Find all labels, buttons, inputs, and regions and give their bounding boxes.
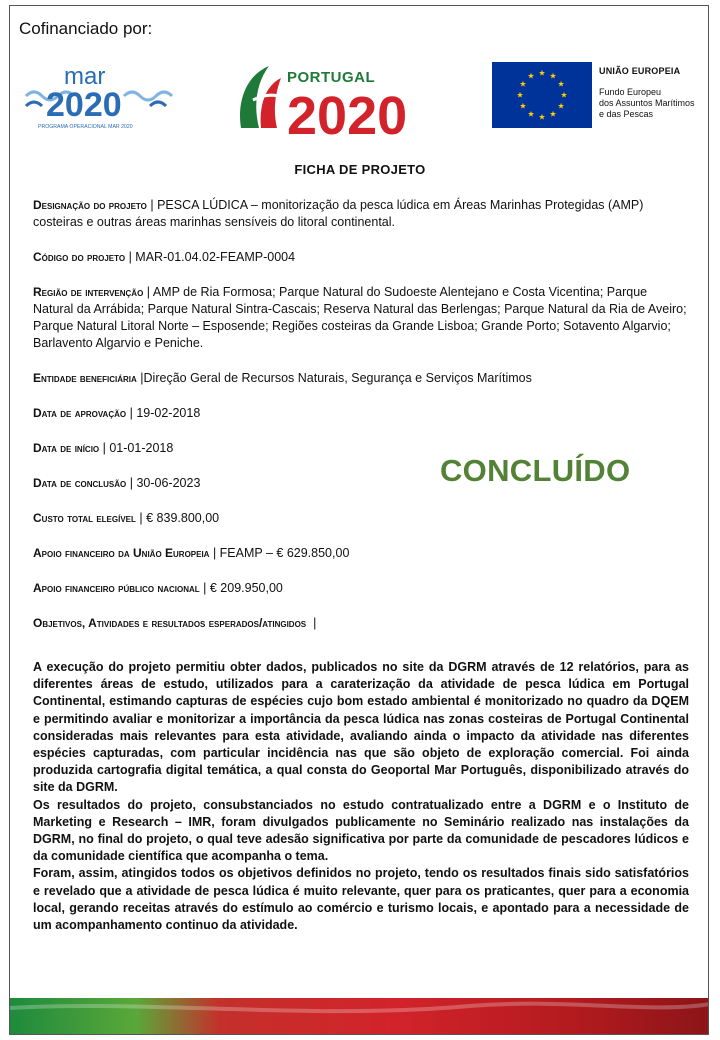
results-paragraph: Os resultados do projeto, consubstanciados no estudo contratualizado entre a DGRM e o Instituto de Marketing e Research – IMR, foram divulgados publicamente no Seminário realizado nas instalações da DGRM, no final do projeto, o qual teve adesão significativa por parte da comunidade de pescadores lúdicos e da comunidade científica que acompanha o tema. (33, 797, 689, 864)
status-badge: CONCLUÍDO (440, 453, 631, 488)
field-label: Designação do projeto (33, 198, 147, 212)
field-approval-date: Data de aprovação | 19-02-2018 (33, 406, 201, 420)
field-value: Direção Geral de Recursos Naturais, Segurança e Serviços Marítimos (143, 371, 532, 385)
field-total-cost: Custo total elegível | € 839.800,00 (33, 511, 220, 525)
footer-band (10, 998, 709, 1035)
field-end-date: Data de conclusão | 30-06-2023 (33, 476, 201, 490)
field-value: PESCA LÚDICA – monitorização da pesca lúdica em Áreas Marinhas Protegidas (AMP) costeiras e outras áreas marinhas sensíveis do litoral continental. (33, 198, 644, 229)
field-value: 19-02-2018 (136, 406, 201, 420)
eu-text (599, 66, 707, 120)
field-value: € 209.950,00 (209, 581, 283, 595)
field-label: Código do projeto (33, 250, 126, 264)
eu-fund-line-1: Fundo Europeu (599, 87, 662, 97)
field-label: Entidade beneficiária (33, 371, 137, 385)
eu-logo (492, 62, 707, 132)
mar-logo-year: 2020 (46, 86, 122, 124)
field-label: Data de início (33, 441, 100, 455)
field-value: AMP de Ria Formosa; Parque Natural do Sudoeste Alentejano e Costa Vicentina; Parque Natural da Arrábida; Parque Natural Sintra-Cascais; Reserva Natural das Berlengas; Parque Natural da Ria de Aveiro; Parque Natural Litoral Norte – Esposende; Regiões costeiras da Grande Lisboa; Grande Porto; Sotavento Algarvio; Barlavento Algarvio e Peniche. (33, 285, 687, 350)
project-fields (33, 197, 689, 650)
field-national-support: Apoio financeiro público nacional | € 209.950,00 (33, 581, 283, 595)
field-value: 01-01-2018 (109, 441, 174, 455)
field-region: Região de intervenção | AMP de Ria Formosa; Parque Natural do Sudoeste Alentejano e Costa Vicentina; Parque Natural da Arrábida; Parque Natural Sintra-Cascais; Reserva Natural das Berlengas; Parque Natural da Ria de Aveiro; Parque Natural Litoral Norte – Esposende; Regiões costeiras da Grande Lisboa; Grande Porto; Sotavento Algarvio; Barlavento Algarvio e Peniche. (33, 285, 687, 350)
field-label: Data de conclusão (33, 476, 127, 490)
eu-fund-line-3: e das Pescas (599, 109, 654, 119)
field-eu-support: Apoio financeiro da União Europeia | FEAMP – € 629.850,00 (33, 546, 350, 560)
field-value: 30-06-2023 (136, 476, 201, 490)
results-paragraph: Foram, assim, atingidos todos os objetivos definidos no projeto, tendo os resultados finais sido satisfatórios e revelado que a atividade de pesca lúdica é muito relevante, quer para os praticantes, quer para a economia local, gerando receitas através do estímulo ao comércio e turismo locais, e apontado para a necessidade de um acompanhamento continuo da atividade. (33, 866, 689, 933)
pt-logo-word: PORTUGAL (287, 69, 376, 86)
field-code: Código do projeto | MAR-01.04.02-FEAMP-0004 (33, 250, 296, 264)
project-sheet (9, 5, 709, 1035)
results-paragraph: A execução do projeto permitiu obter dados, publicados no site da DGRM através de 12 relatórios, para as diferentes áreas de estudo, utilizados para a caraterização da atividade de pesca lúdica em Portugal Continental, estimando capturas de espécies cujo bom estado ambiental é monitorizado no quadro da DQEM e permitindo avaliar e monitorizar a importância da pesca lúdica nas zonas costeiras de Portugal Continental consideradas mais relevantes para esta atividade, avaliando ainda o impacto da atividade nas diferentes espécies capturadas, com particular incidência nas que são objeto de exploração comercial. Foi ainda produzida cartografia digital temática, a qual consta do Geoportal Mar Português, disponibilizado através do site da DGRM. (33, 660, 689, 795)
field-beneficiary: Entidade beneficiária |Direção Geral de Recursos Naturais, Segurança e Serviços Marítimos (33, 371, 532, 385)
field-label: Objetivos, Atividades e resultados esperados/atingidos (33, 616, 307, 630)
field-value: FEAMP – € 629.850,00 (219, 546, 350, 560)
mar2020-logo (24, 60, 174, 132)
field-label: Data de aprovação (33, 406, 127, 420)
pt-logo-year: 2020 (287, 86, 408, 138)
mar-logo-subtitle: PROGRAMA OPERACIONAL MAR 2020 (38, 124, 133, 130)
portugal2020-logo (235, 58, 455, 138)
page-title: FICHA DE PROJETO (294, 162, 426, 177)
field-value: MAR-01.04.02-FEAMP-0004 (135, 250, 296, 264)
field-designation: Designação do projeto | PESCA LÚDICA – monitorização da pesca lúdica em Áreas Marinhas Protegidas (AMP) costeiras e outras áreas marinhas sensíveis do litoral continental. (33, 198, 644, 229)
funding-logos (10, 54, 709, 144)
field-label: Custo total elegível (33, 511, 136, 525)
eu-flag-icon (492, 62, 592, 128)
eu-title: UNIÃO EUROPEIA (599, 66, 681, 76)
field-label: Apoio financeiro da União Europeia (33, 546, 210, 560)
field-label: Região de intervenção (33, 285, 144, 299)
field-start-date: Data de início | 01-01-2018 (33, 441, 174, 455)
field-label: Apoio financeiro público nacional (33, 581, 200, 595)
field-value: € 839.800,00 (146, 511, 220, 525)
cofinanced-label: Cofinanciado por: (19, 19, 153, 38)
field-objectives: Objetivos, Atividades e resultados esperados/atingidos | (33, 616, 317, 630)
mar-logo-word: mar (64, 63, 106, 90)
eu-fund-line-2: dos Assuntos Marítimos (599, 98, 695, 108)
results-text (33, 659, 689, 934)
